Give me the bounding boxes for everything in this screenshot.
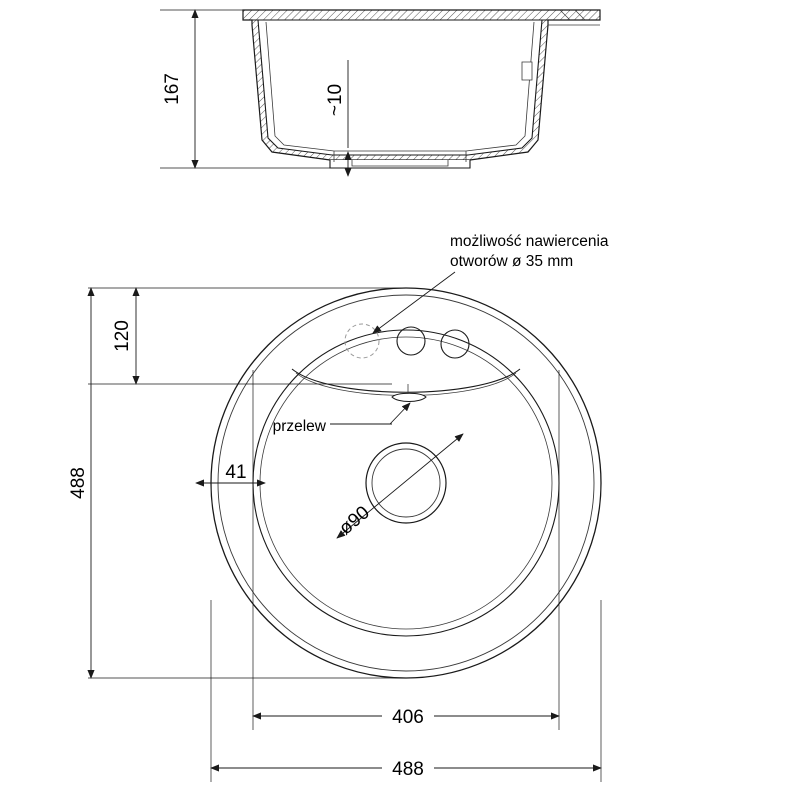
top-view — [68, 233, 609, 782]
sink-outer-circle — [211, 288, 601, 678]
annotation-overflow — [273, 403, 410, 435]
dimension-width-488-label: 488 — [392, 759, 424, 780]
dimension-height-488-label: 488 — [68, 467, 89, 499]
tap-deck-arc — [292, 369, 520, 392]
sink-bowl-inner-circle — [260, 337, 552, 629]
dimension-drain-90-label: ø90 — [335, 502, 374, 540]
annotation-overflow-label: przelew — [272, 418, 326, 435]
sink-section-outline — [243, 10, 600, 168]
annotation-drill-note-line2: otworów ø 35 mm — [450, 253, 574, 270]
overflow-slot — [392, 393, 426, 401]
dimension-offset-120-label: 120 — [112, 320, 133, 352]
dimension-rim-41-label: 41 — [225, 462, 247, 483]
dimension-width-406-label: 406 — [392, 707, 424, 728]
dimension-height-488 — [68, 288, 91, 678]
side-section-view — [160, 10, 600, 176]
dimension-height-167-label: 167 — [162, 73, 183, 105]
annotation-drill-note — [373, 233, 609, 333]
dimension-offset-120 — [112, 288, 136, 384]
dimension-width-406 — [253, 704, 559, 728]
dimension-rim-41 — [196, 462, 265, 483]
tap-hole-1 — [397, 327, 425, 355]
tap-hole-2 — [441, 330, 469, 358]
drain-outer-circle — [366, 443, 446, 523]
drain-inner-circle — [372, 449, 440, 517]
dimension-width-488 — [211, 756, 601, 780]
dimension-thickness-10-label: ~10 — [325, 83, 346, 117]
sink-rim-circle — [218, 295, 594, 671]
sink-bowl-circle — [253, 330, 559, 636]
annotation-drill-note-line1: możliwość nawiercenia — [450, 233, 609, 250]
